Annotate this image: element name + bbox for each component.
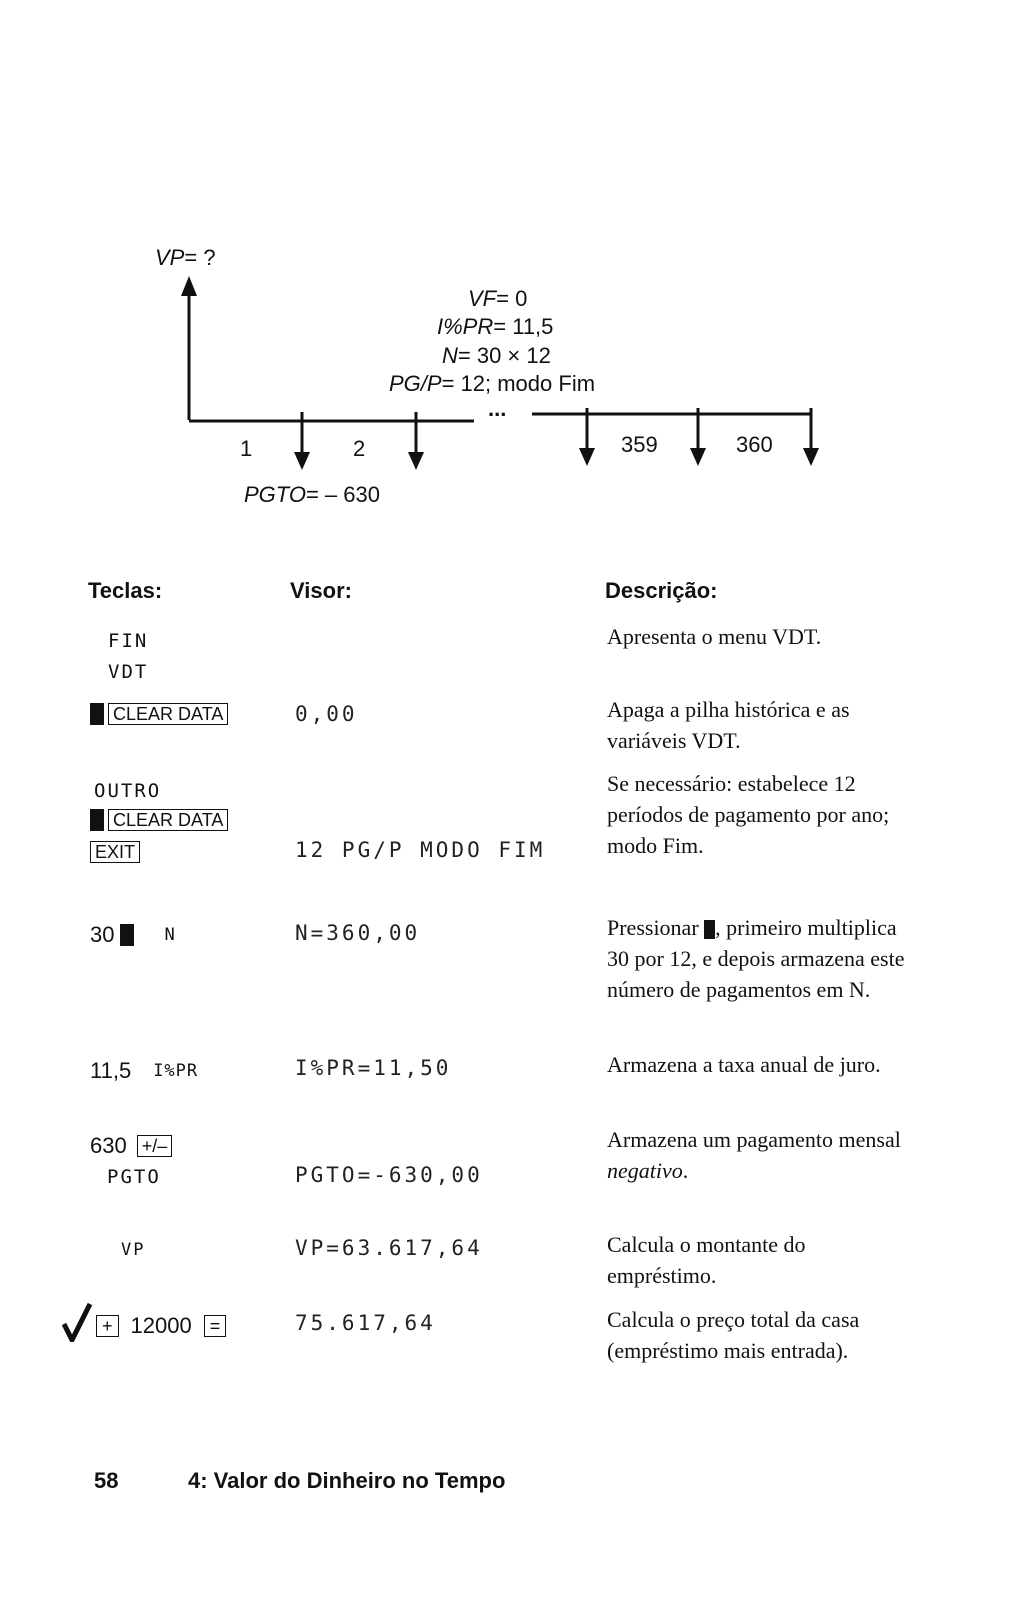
desc-row-6: Armazena um pagamento mensal negativo. <box>607 1127 901 1183</box>
keys-row-3 <box>90 809 228 831</box>
shift-key-icon <box>90 703 104 725</box>
pgp-label: PG/P= 12; modo Fim <box>389 371 596 396</box>
payment-arrow-360-b <box>803 408 819 466</box>
period-1: 1 <box>240 436 253 461</box>
header-display: Visor: <box>290 578 352 603</box>
key-exit: EXIT <box>90 841 140 863</box>
key-pgto: PGTO <box>107 1166 161 1188</box>
keys-row-4 <box>90 922 177 948</box>
desc-row-3: Se necessário: estabelece 12 períodos de pagamento por ano; modo Fim. <box>607 771 890 858</box>
display-row-6: PGTO=-630,00 <box>295 1163 483 1187</box>
keys-row-2 <box>90 703 228 725</box>
chapter-title: 4: Valor do Dinheiro no Tempo <box>188 1468 506 1493</box>
header-keys: Teclas: <box>88 578 163 603</box>
cash-flow-diagram <box>0 0 1031 560</box>
desc-row-4: Pressionar , primeiro multiplica 30 por 12, e depois armazena este número de pagamentos em N. <box>607 915 905 1002</box>
key-fin: FIN <box>108 630 149 652</box>
keys-row-3b <box>90 841 140 863</box>
key-clear-data-2: CLEAR DATA <box>108 809 228 831</box>
key-clear-data: CLEAR DATA <box>108 703 228 725</box>
num-11-5: 11,5 <box>90 1058 132 1083</box>
key-vdt: VDT <box>108 661 149 683</box>
shift-key-icon <box>704 920 715 939</box>
key-outro: OUTRO <box>94 780 162 802</box>
desc-row-7: Calcula o montante do empréstimo. <box>607 1232 806 1288</box>
keys-row-6 <box>90 1133 172 1159</box>
desc-row-8: Calcula o preço total da casa (empréstimo mais entrada). <box>607 1307 860 1363</box>
key-vp: VP <box>121 1240 146 1260</box>
num-630: 630 <box>90 1133 127 1158</box>
num-30: 30 <box>90 922 115 947</box>
period-359: 359 <box>621 432 658 457</box>
vf-label: VF= 0 <box>468 286 528 311</box>
desc-row-1: Apresenta o menu VDT. <box>607 624 822 649</box>
pgto-label: PGTO= – 630 <box>244 482 380 507</box>
key-equals: = <box>204 1315 227 1337</box>
vp-arrow-head <box>181 276 197 296</box>
key-ipr: I%PR <box>153 1061 199 1081</box>
desc-row-2: Apaga a pilha histórica e as variáveis VDT. <box>607 697 850 753</box>
vp-label: VP= ? <box>155 245 216 270</box>
key-change-sign: +/– <box>137 1135 173 1157</box>
page-number: 58 <box>94 1468 119 1493</box>
timeline-ellipsis: ... <box>488 396 507 421</box>
display-row-3: 12 PG/P MODO FIM <box>295 838 546 862</box>
shift-key-icon <box>90 809 104 831</box>
display-row-8: 75.617,64 <box>295 1311 436 1335</box>
display-row-5: I%PR=11,50 <box>295 1056 452 1080</box>
keys-row-8 <box>96 1313 226 1339</box>
checkmark-icon <box>62 1302 92 1342</box>
key-n: N <box>164 925 177 945</box>
n-label: N= 30 × 12 <box>442 343 551 368</box>
payment-arrow-360-a <box>690 408 706 466</box>
num-12000: 12000 <box>130 1313 192 1338</box>
period-360: 360 <box>736 432 773 457</box>
keys-row-5 <box>90 1058 198 1084</box>
period-2: 2 <box>353 436 366 461</box>
ipr-label: I%PR= 11,5 <box>437 314 554 339</box>
header-description: Descrição: <box>605 578 718 603</box>
payment-arrow-359 <box>579 408 595 466</box>
desc-row-5: Armazena a taxa anual de juro. <box>607 1052 881 1077</box>
display-row-7: VP=63.617,64 <box>295 1236 483 1260</box>
cash-flow-svg <box>0 0 1031 560</box>
display-row-2: 0,00 <box>295 702 358 726</box>
display-row-4: N=360,00 <box>295 921 421 945</box>
key-plus: + <box>96 1315 119 1337</box>
shift-key-icon <box>120 924 134 946</box>
